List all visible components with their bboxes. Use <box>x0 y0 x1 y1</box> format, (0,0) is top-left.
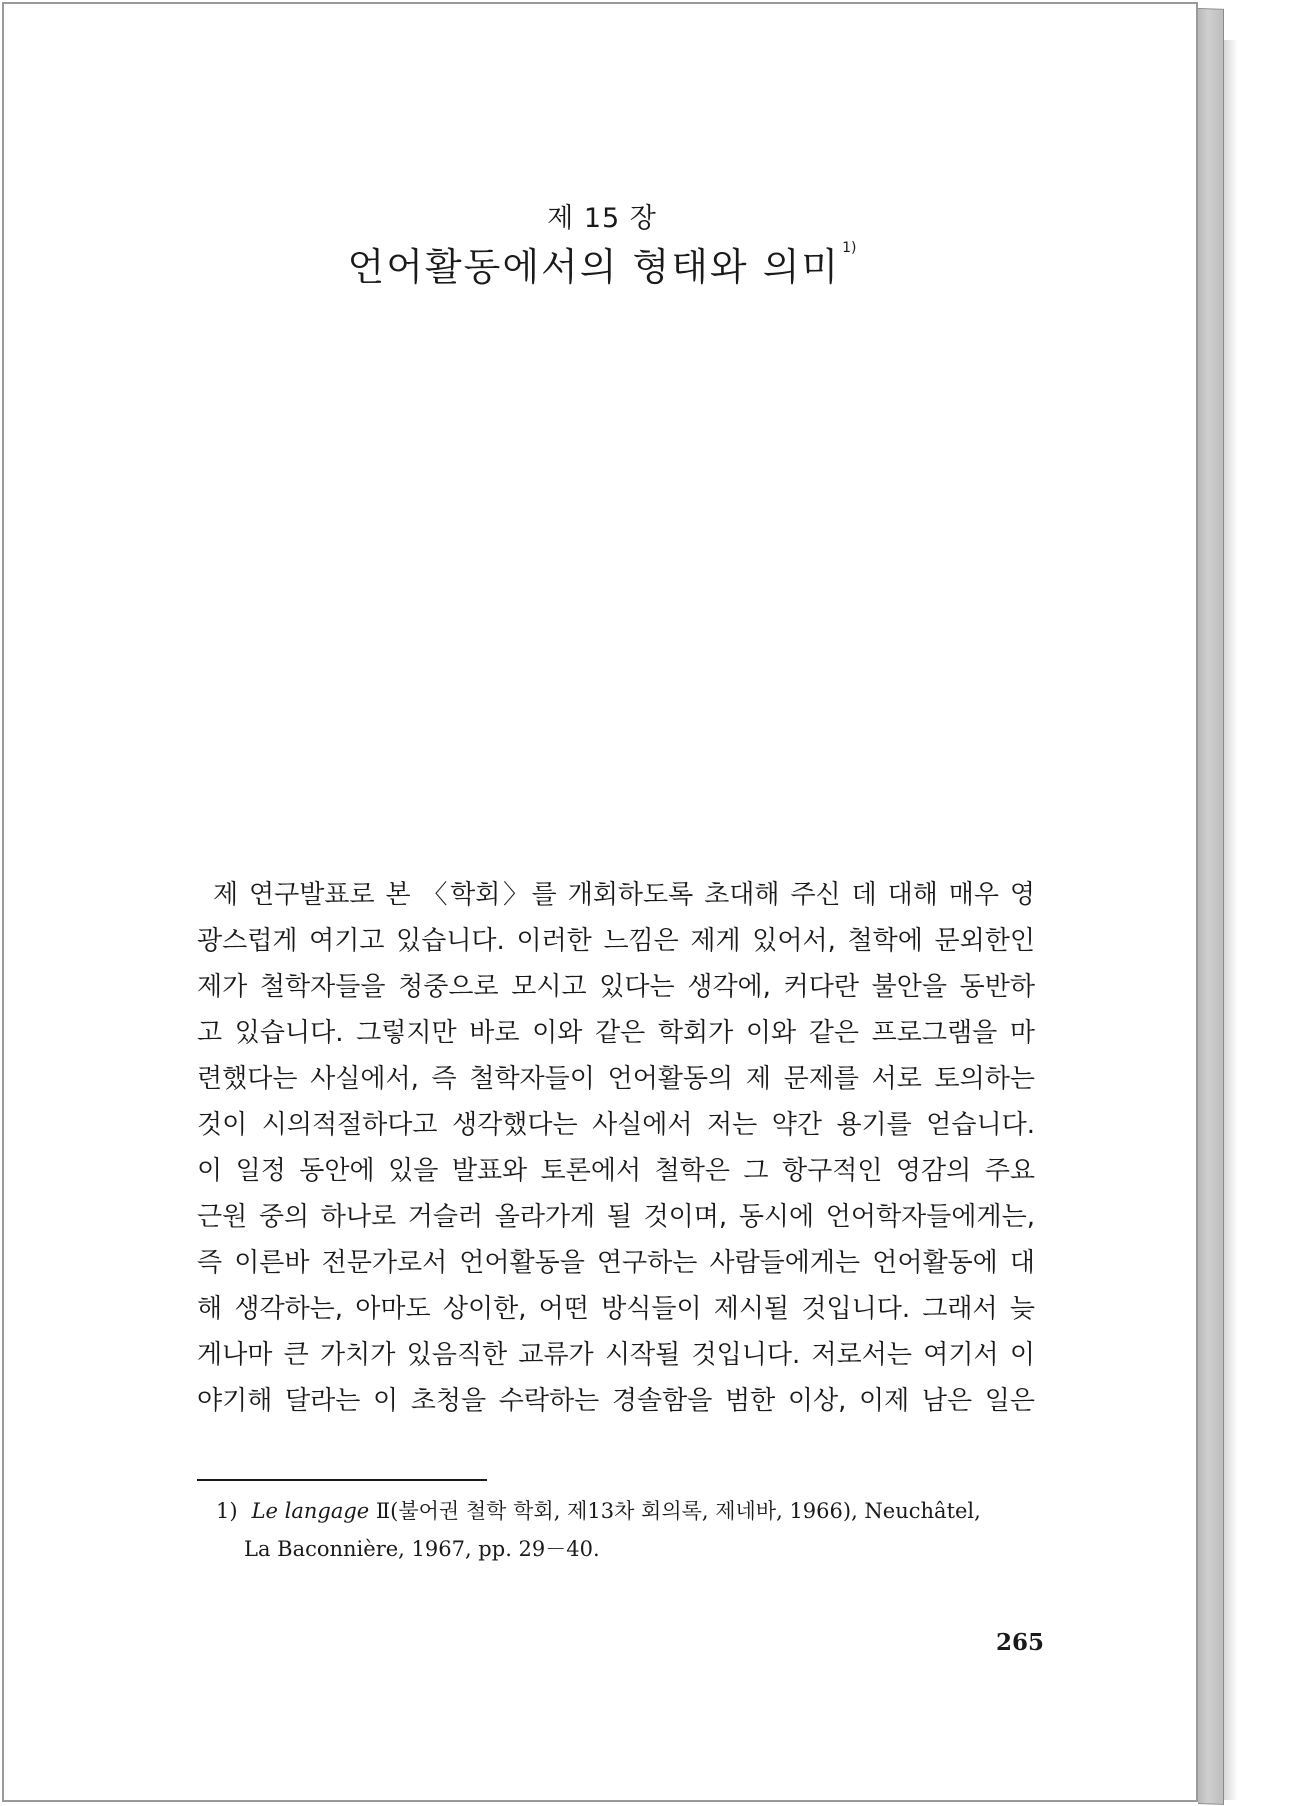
body-line: 제가 철학자들을 청중으로 모시고 있다는 생각에, 커다란 불안을 동반하 <box>197 972 1035 1002</box>
body-line: 것이 시의적절하다고 생각했다는 사실에서 저는 약간 용기를 얻습니다. <box>197 1110 1035 1140</box>
book-page <box>2 2 1198 1802</box>
chapter-label: 제 15 장 <box>547 203 657 234</box>
footnote-mark: 1) <box>216 1499 238 1523</box>
body-line: 이 일정 동안에 있을 발표와 토론에서 철학은 그 항구적인 영감의 주요 <box>197 1156 1035 1186</box>
footnote <box>216 1492 1036 1568</box>
body-line: 해 생각하는, 아마도 상이한, 어떤 방식들이 제시될 것입니다. 그래서 늦 <box>197 1294 1035 1324</box>
body-line: 근원 중의 하나로 거슬러 올라가게 될 것이며, 동시에 언어학자들에게는, <box>197 1202 1035 1232</box>
footnote-reference: 1) <box>842 240 857 256</box>
body-paragraph <box>197 872 1035 1424</box>
body-line: 련했다는 사실에서, 즉 철학자들이 언어활동의 제 문제를 서로 토의하는 <box>197 1064 1035 1094</box>
body-line: 게나마 큰 가치가 있음직한 교류가 시작될 것입니다. 저로서는 여기서 이 <box>197 1340 1035 1370</box>
footnote-citation: Ⅱ(불어권 철학 학회, 제13차 회의록, 제네바, 1966), Neuchâtel, <box>369 1499 981 1523</box>
chapter-title <box>4 236 1200 291</box>
footnote-line-2: La Baconnière, 1967, pp. 29－40. <box>244 1537 600 1561</box>
book-edge <box>1198 8 1224 1805</box>
body-line: 야기해 달라는 이 초청을 수락하는 경솔함을 범한 이상, 이제 남은 일은 <box>197 1386 1035 1416</box>
page-number: 265 <box>995 1629 1044 1656</box>
body-line: 고 있습니다. 그렇지만 바로 이와 같은 학회가 이와 같은 프로그램을 마 <box>197 1018 1035 1048</box>
footnote-divider <box>197 1479 487 1481</box>
body-line: 즉 이른바 전문가로서 언어활동을 연구하는 사람들에게는 언어활동에 대 <box>197 1248 1035 1278</box>
chapter-title-text: 언어활동에서의 형태와 의미 <box>347 245 841 289</box>
footnote-book-title: Le langage <box>251 1499 370 1523</box>
body-line: 광스럽게 여기고 있습니다. 이러한 느낌은 제게 있어서, 철학에 문외한인 <box>197 926 1035 956</box>
footnote-line-1 <box>216 1492 1036 1530</box>
body-line: 제 연구발표로 본 〈학회〉를 개회하도록 초대해 주신 데 대해 매우 영 <box>213 880 1035 910</box>
page-shadow <box>1224 40 1238 1800</box>
